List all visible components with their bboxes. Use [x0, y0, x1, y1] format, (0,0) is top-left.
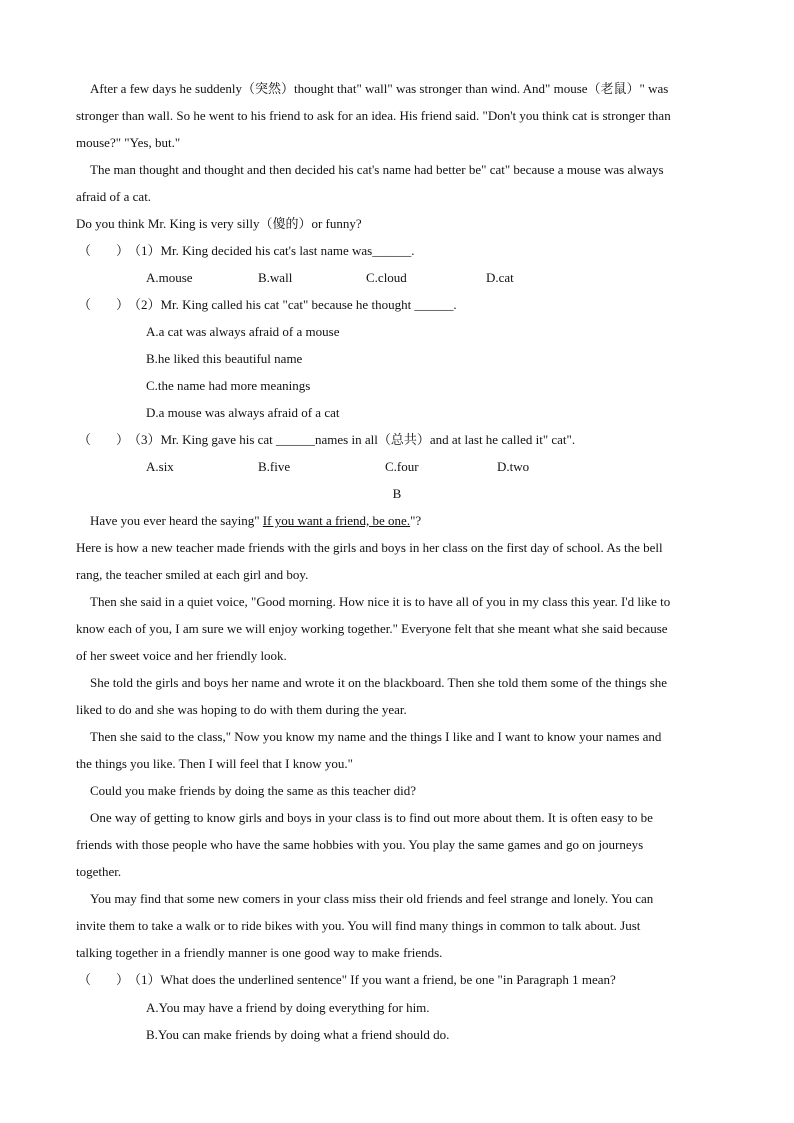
passage-b-line: rang, the teacher smiled at each girl and boy. — [76, 567, 309, 582]
passage-b-line: Then she said to the class," Now you know my name and the things I like and I want to know your names and — [90, 729, 662, 744]
answer-blank-open: （ — [78, 243, 92, 258]
passage-b-line: together. — [76, 864, 122, 879]
passage-b-line: liked to do and she was hoping to do with them during the year. — [76, 702, 407, 717]
question-text: （2）Mr. King called his cat "cat" because he thought ______. — [128, 297, 457, 312]
passage-b-line: Could you make friends by doing the same as this teacher did? — [90, 783, 417, 798]
answer-blank-close: ） — [116, 972, 130, 987]
passage-b-line: She told the girls and boys her name and wrote it on the blackboard. Then she told them some of the things she — [90, 675, 668, 690]
passage-a-line: The man thought and thought and then decided his cat's name had better be" cat" because a mouse was always — [90, 162, 664, 177]
option-b: B.wall — [258, 270, 293, 285]
option-b: B.five — [258, 459, 291, 474]
saying-line — [90, 513, 421, 529]
section-b-heading: B — [392, 486, 402, 501]
passage-b-line: the things you like. Then I will feel that I know you." — [76, 756, 353, 771]
answer-blank-close: ） — [116, 297, 130, 312]
question-a3 — [78, 432, 575, 448]
answer-blank-open: （ — [78, 972, 92, 987]
passage-b-line: invite them to take a walk or to ride bikes with you. You will find many things in common to talk about. Just — [76, 918, 641, 933]
option-d: D.a mouse was always afraid of a cat — [146, 405, 340, 420]
passage-b-line: talking together in a friendly manner is one good way to make friends. — [76, 945, 443, 960]
passage-b-line: know each of you, I am sure we will enjoy working together." Everyone felt that she meant what she said because — [76, 621, 668, 636]
question-a2 — [78, 297, 457, 313]
option-a: A.You may have a friend by doing everything for him. — [146, 1000, 430, 1015]
question-b1 — [78, 972, 616, 988]
passage-b-line: of her sweet voice and her friendly look. — [76, 648, 287, 663]
question-text: （1）What does the underlined sentence" If you want a friend, be one "in Paragraph 1 mean? — [128, 972, 616, 987]
passage-b-line: One way of getting to know girls and boys in your class is to find out more about them. It is often easy to be — [90, 810, 653, 825]
question-text: （3）Mr. King gave his cat ______names in all（总共）and at last he called it" cat". — [128, 432, 576, 447]
saying-post: "? — [410, 513, 422, 528]
answer-blank-close: ） — [116, 243, 130, 258]
saying-pre: Have you ever heard the saying" — [90, 513, 263, 528]
option-a: A.a cat was always afraid of a mouse — [146, 324, 340, 339]
passage-b-line: Then she said in a quiet voice, "Good morning. How nice it is to have all of you in my class this year. I'd like to — [90, 594, 671, 609]
passage-a-line: mouse?" "Yes, but." — [76, 135, 181, 150]
option-b: B.he liked this beautiful name — [146, 351, 303, 366]
passage-a-line: After a few days he suddenly（突然）thought that" wall" was stronger than wind. And" mouse（老鼠）" was — [90, 81, 669, 96]
question-a1 — [78, 243, 415, 259]
passage-b-line: You may find that some new comers in your class miss their old friends and feel strange and lonely. You can — [90, 891, 654, 906]
option-b: B.You can make friends by doing what a friend should do. — [146, 1027, 450, 1042]
passage-a-line: stronger than wall. So he went to his friend to ask for an idea. His friend said. "Don't you think cat is stronger than — [76, 108, 671, 123]
option-d: D.two — [497, 459, 530, 474]
option-a: A.mouse — [146, 270, 193, 285]
passage-b-line: friends with those people who have the same hobbies with you. You play the same games and go on journeys — [76, 837, 644, 852]
answer-blank-close: ） — [116, 432, 130, 447]
answer-blank-open: （ — [78, 432, 92, 447]
question-text: （1）Mr. King decided his cat's last name was______. — [128, 243, 415, 258]
option-a: A.six — [146, 459, 174, 474]
passage-b-line: Here is how a new teacher made friends with the girls and boys in her class on the first day of school. As the bell — [76, 540, 663, 555]
option-c: C.four — [385, 459, 419, 474]
underlined-sentence: If you want a friend, be one. — [262, 513, 411, 528]
answer-blank-open: （ — [78, 297, 92, 312]
passage-a-question-line: Do you think Mr. King is very silly（傻的）or funny? — [76, 216, 362, 231]
option-c: C.cloud — [366, 270, 407, 285]
option-d: D.cat — [486, 270, 514, 285]
passage-a-line: afraid of a cat. — [76, 189, 152, 204]
option-c: C.the name had more meanings — [146, 378, 311, 393]
